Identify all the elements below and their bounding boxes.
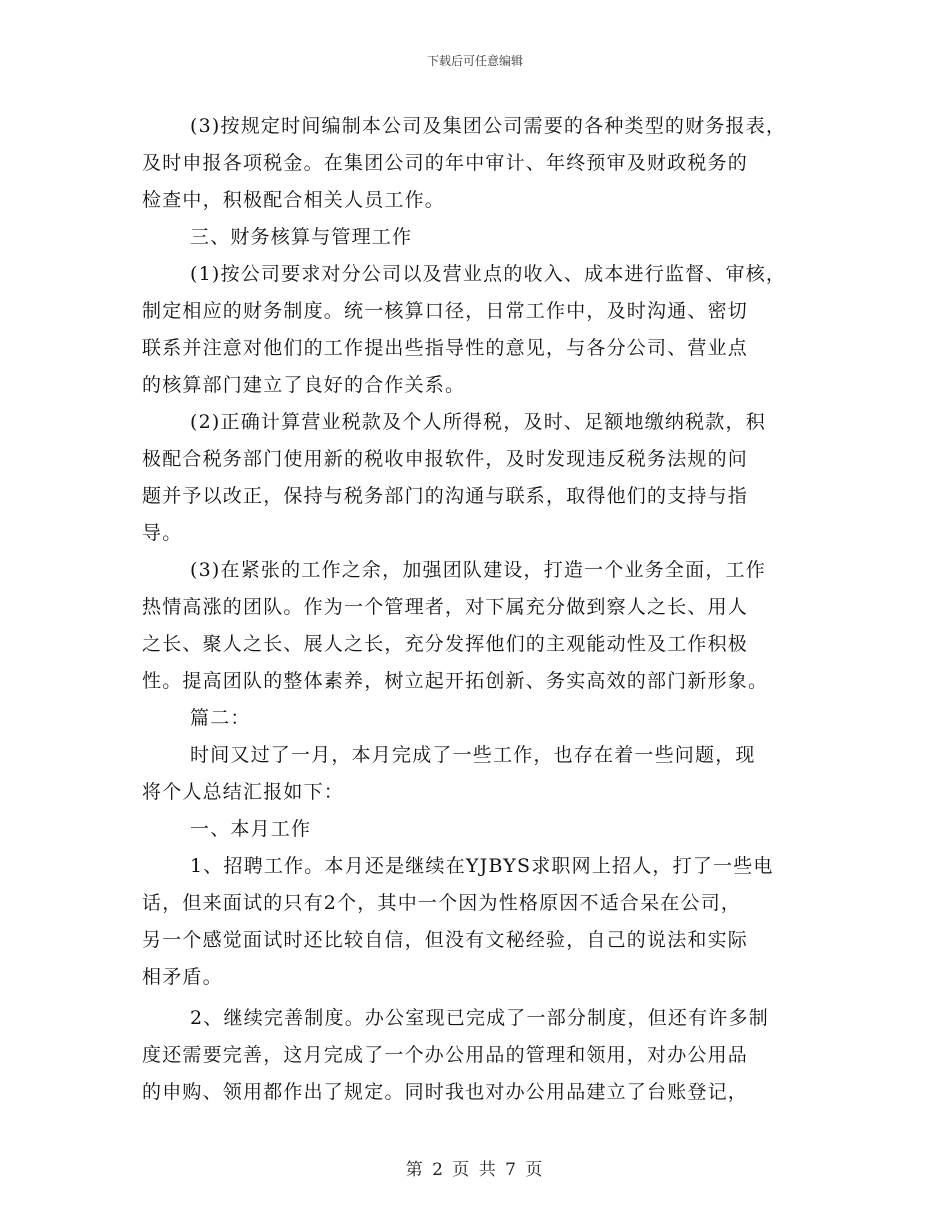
paragraph-line: (3)按规定时间编制本公司及集团公司需要的各种类型的财务报表， — [190, 115, 787, 137]
document-body — [142, 108, 822, 1111]
section-heading: 一、本月工作 — [190, 818, 312, 840]
paragraph-line: 度还需要完善，这月完成了一个办公用品的管理和领用，对办公用品 — [142, 1044, 749, 1066]
paragraph-line: 时间又过了一月，本月完成了一些工作，也存在着一些问题，现 — [190, 744, 756, 766]
paragraph-line: 联系并注意对他们的工作提出些指导性的意见，与各分公司、营业点 — [142, 337, 749, 359]
section-heading: 三、财务核算与管理工作 — [190, 226, 413, 248]
paragraph-line: 导。 — [142, 522, 183, 544]
paragraph-line: 之长、聚人之长、展人之长，充分发挥他们的主观能动性及工作积极 — [142, 633, 749, 655]
paragraph-line: 的申购、领用都作出了规定。同时我也对办公用品建立了台账登记， — [142, 1081, 749, 1103]
paragraph-line: 将个人总结汇报如下： — [142, 781, 345, 803]
page-header: 下载后可任意编辑 — [426, 54, 523, 68]
paragraph-line: 2、继续完善制度。办公室现已完成了一部分制度，但还有许多制 — [190, 1007, 769, 1029]
paragraph-line: 热情高涨的团队。作为一个管理者，对下属充分做到察人之长、用人 — [142, 596, 749, 618]
paragraph-line: 1、招聘工作。本月还是继续在YJBYS求职网上招人，打了一些电 — [190, 855, 774, 877]
paragraph-line: 相矛盾。 — [142, 966, 223, 988]
paragraph-line: 制定相应的财务制度。统一核算口径，日常工作中，及时沟通、密切 — [142, 300, 749, 322]
paragraph-line: 题并予以改正，保持与税务部门的沟通与联系，取得他们的支持与指 — [142, 485, 749, 507]
paragraph-line: 另一个感觉面试时还比较自信，但没有文秘经验，自己的说法和实际 — [142, 929, 749, 951]
paragraph-line: 话，但来面试的只有2个，其中一个因为性格原因不适合呆在公司， — [142, 892, 742, 914]
paragraph-line: 及时申报各项税金。在集团公司的年中审计、年终预审及财政税务的 — [142, 152, 749, 174]
paragraph-line: (2)正确计算营业税款及个人所得税，及时、足额地缴纳税款，积 — [190, 411, 766, 433]
section-heading: 篇二： — [190, 707, 251, 729]
paragraph-line: 的核算部门建立了良好的合作关系。 — [142, 374, 466, 396]
paragraph-line: (3)在紧张的工作之余，加强团队建设，打造一个业务全面，工作 — [190, 559, 766, 581]
paragraph-line: 极配合税务部门使用新的税收申报软件，及时发现违反税务法规的问 — [142, 448, 749, 470]
page-footer: 第 2 页 共 7 页 — [405, 1160, 545, 1180]
paragraph-line: 性。提高团队的整体素养，树立起开拓创新、务实高效的部门新形象。 — [142, 670, 769, 692]
paragraph-line: (1)按公司要求对分公司以及营业点的收入、成本进行监督、审核， — [190, 263, 787, 285]
paragraph-line: 检查中，积极配合相关人员工作。 — [142, 189, 446, 211]
